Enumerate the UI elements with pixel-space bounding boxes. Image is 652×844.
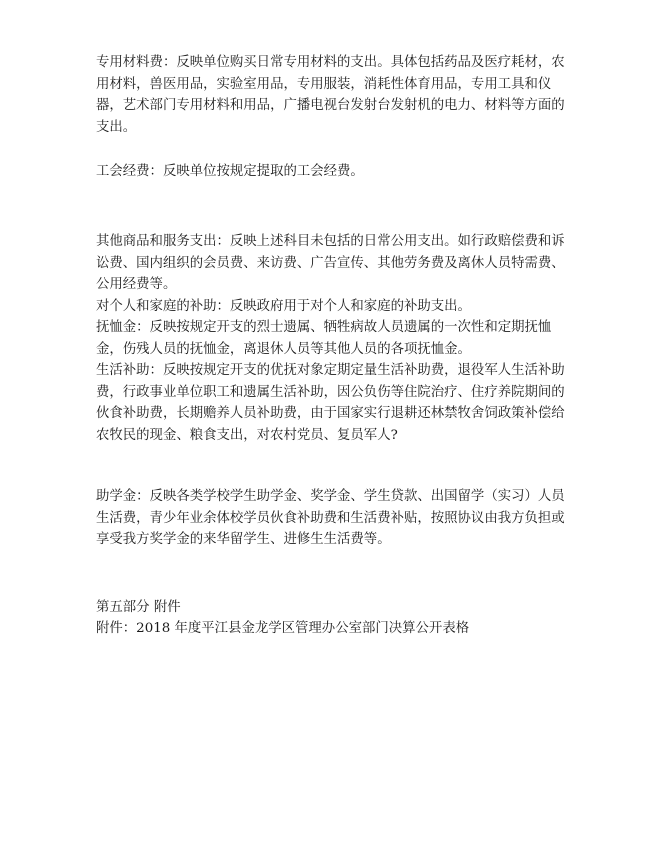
- paragraph-union-funds: 工会经费：反映单位按规定提取的工会经费。: [96, 164, 364, 179]
- paragraph-pension: 抚恤金：反映按规定开支的烈士遗属、牺牲病故人员遗属的一次性和定期抚恤金，伤残人员的抚恤金，离退休人员等其他人员的各项抚恤金。: [96, 320, 552, 357]
- paragraph-special-materials: 专用材料费：反映单位购买日常专用材料的支出。具体包括药品及医疗耗材，农用材料，兽医用品，实验室用品，专用服装，消耗性体育用品，专用工具和仪器，艺术部门专用材料和用品，广播电视台发射台发射机的电力、材料等方面的支出。: [96, 55, 565, 135]
- attachment-line: 附件：2018 年度平江县金龙学区管理办公室部门决算公开表格: [96, 621, 470, 636]
- paragraph-other-goods-services: 其他商品和服务支出：反映上述科目未包括的日常公用支出。如行政赔偿费和诉讼费、国内组织的会员费、来访费、广告宣传、其他劳务费及离休人员特需费、公用经费等。: [96, 234, 565, 293]
- paragraph-living-subsidy: 生活补助：反映按规定开支的优抚对象定期定量生活补助费，退役军人生活补助费，行政事业单位职工和遗属生活补助，因公负伤等住院治疗、住疗养院期间的伙食补助费，长期赡养人员补助费，由于国家实行退耕还林禁牧舍饲政策补偿给农牧民的现金、粮食支出，对农村党员、复员军人?: [96, 363, 565, 443]
- paragraph-individual-family-subsidy: 对个人和家庭的补助：反映政府用于对个人和家庭的补助支出。: [96, 299, 471, 314]
- paragraph-student-aid: 助学金：反映各类学校学生助学金、奖学金、学生贷款、出国留学（实习）人员生活费，青少年业余体校学员伙食补助费和生活费补贴，按照协议由我方负担或享受我方奖学金的来华留学生、进修生生活费等。: [96, 489, 565, 548]
- section-heading-part-five: 第五部分 附件: [96, 600, 181, 615]
